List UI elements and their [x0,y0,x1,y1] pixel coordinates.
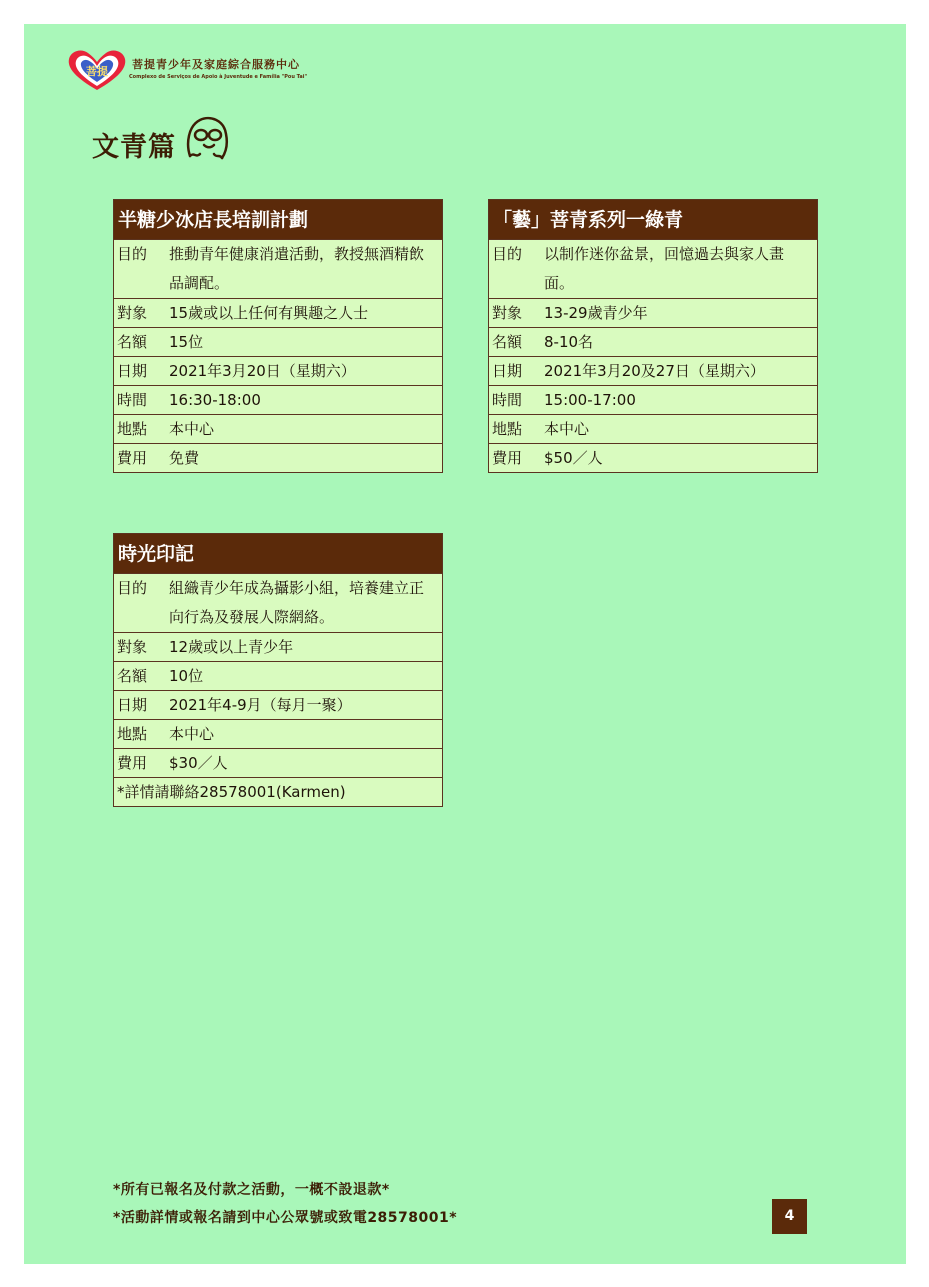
activity-row-fee [114,443,442,472]
row-label: 名額 [117,333,148,351]
activity-row-quota [489,327,817,356]
contact-notice: *活動詳情或報名請到中心公眾號或致電28578001* [113,1210,458,1226]
row-label: 地點 [117,420,148,438]
row-value: 15位 [169,333,204,351]
activity-row-venue [489,414,817,443]
row-label: 地點 [117,725,148,743]
row-value: 2021年3月20及27日（星期六） [544,362,765,380]
activity-row-date [489,356,817,385]
row-label: 日期 [117,362,148,380]
activity-row-venue [114,414,442,443]
activity-row-time [489,385,817,414]
row-value: 15歲或以上任何有興趣之人士 [169,304,369,322]
refund-notice: *所有已報名及付款之活動，一概不設退款* [113,1182,390,1198]
row-label: 名額 [492,333,523,351]
activity-title: 「藝」菩青系列一綠青 [489,200,817,239]
contact-note: *詳情請聯絡28578001(Karmen) [117,783,346,801]
row-label: 目的 [117,245,148,263]
row-label: 時間 [117,391,148,409]
row-label: 名額 [117,667,148,685]
row-value: 2021年3月20日（星期六） [169,362,356,380]
row-value: 組織青少年成為攝影小組，培養建立正向行為及發展人際網絡。 [169,579,425,626]
ghost-mascot-icon [180,112,234,162]
row-label: 日期 [492,362,523,380]
row-label: 時間 [492,391,523,409]
row-label: 對象 [117,304,148,322]
row-value: 本中心 [544,420,590,438]
row-label: 費用 [492,449,523,467]
activity-row-target [114,632,442,661]
row-value: 13-29歲青少年 [544,304,648,322]
row-value: 8-10名 [544,333,594,351]
activity-card-time-imprint [113,533,443,807]
activity-row-quota [114,661,442,690]
activity-row-contact-note [114,777,442,806]
row-value: 免費 [169,449,200,467]
row-value: 本中心 [169,420,215,438]
activity-title: 時光印記 [114,534,442,573]
activity-card-green [488,199,818,473]
row-label: 目的 [117,579,148,597]
org-name-pt: Complexo de Serviços de Apoio à Juventude e Família "Pou Tai" [129,74,308,80]
activity-row-purpose [114,239,442,298]
activity-row-fee [114,748,442,777]
heart-logo-icon [66,48,128,92]
footer-notes [113,1180,457,1236]
activity-row-fee [489,443,817,472]
row-label: 目的 [492,245,523,263]
row-value: 2021年4-9月（每月一聚） [169,696,352,714]
row-value: 推動青年健康消遣活動，教授無酒精飲品調配。 [169,245,425,292]
row-label: 對象 [492,304,523,322]
activity-row-purpose [114,573,442,632]
activity-row-date [114,690,442,719]
activity-title: 半糖少冰店長培訓計劃 [114,200,442,239]
page-number: 4 [772,1199,807,1234]
activity-row-quota [114,327,442,356]
row-value: 以制作迷你盆景，回憶過去與家人畫面。 [544,245,785,292]
activity-row-time [114,385,442,414]
activity-row-target [114,298,442,327]
activity-card-half-sugar [113,199,443,473]
row-value: 10位 [169,667,204,685]
row-value: $50／人 [544,449,603,467]
activity-row-venue [114,719,442,748]
activity-row-target [489,298,817,327]
section-title: 文青篇 [92,132,176,163]
row-label: 費用 [117,754,148,772]
row-value: 12歲或以上青少年 [169,638,294,656]
row-value: $30／人 [169,754,228,772]
row-label: 對象 [117,638,148,656]
row-value: 16:30-18:00 [169,391,261,409]
row-label: 費用 [117,449,148,467]
logo-text: 菩提 [86,65,108,78]
activity-row-purpose [489,239,817,298]
org-name-zh: 菩提青少年及家庭綜合服務中心 [132,58,300,71]
row-label: 日期 [117,696,148,714]
row-label: 地點 [492,420,523,438]
activity-row-date [114,356,442,385]
row-value: 本中心 [169,725,215,743]
row-value: 15:00-17:00 [544,391,636,409]
